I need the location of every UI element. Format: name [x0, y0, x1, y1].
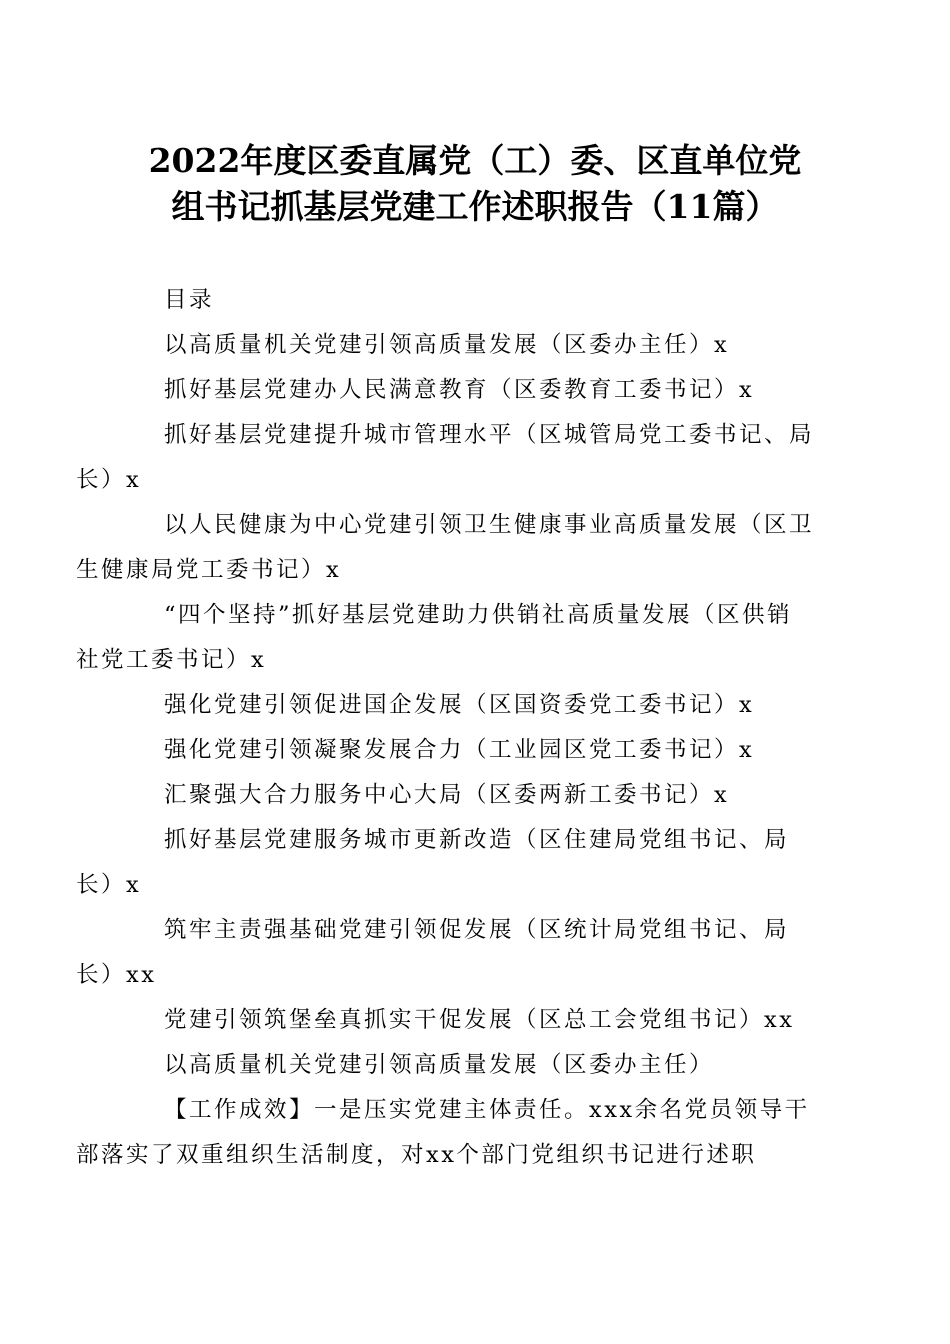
- toc-item: “四个坚持”抓好基层党建助力供销社高质量发展（区供销 社党工委书记）x: [76, 602, 793, 673]
- toc-item: 强化党建引领凝聚发展合力（工业园区党工委书记）x: [164, 737, 755, 763]
- title-line-1: 2022年度区委直属党（工）委、区直单位党: [148, 141, 802, 180]
- section-heading: 以高质量机关党建引领高质量发展（区委办主任）: [164, 1052, 715, 1078]
- document-title: [120, 138, 830, 230]
- toc-item: 抓好基层党建服务城市更新改造（区住建局党组书记、局 长）x: [76, 827, 790, 898]
- toc-item: 抓好基层党建办人民满意教育（区委教育工委书记）x: [164, 377, 755, 403]
- document-body: [76, 278, 828, 1178]
- toc-item: 筑牢主责强基础党建引领促发展（区统计局党组书记、局 长）xx: [76, 917, 790, 988]
- section-paragraph: 【工作成效】一是压实党建主体责任。xxx余名党员领导干 部落实了双重组织生活制度，对xx个部门党组织书记进行述职: [76, 1097, 810, 1168]
- toc-item: 汇聚强大合力服务中心大局（区委两新工委书记）x: [164, 782, 730, 808]
- toc-heading: 目录: [164, 287, 215, 313]
- toc-item: 强化党建引领促进国企发展（区国资委党工委书记）x: [164, 692, 755, 718]
- toc-item: 抓好基层党建提升城市管理水平（区城管局党工委书记、局 长）x: [76, 422, 815, 493]
- toc-item: 党建引领筑堡垒真抓实干促发展（区总工会党组书记）xx: [164, 1007, 795, 1033]
- toc-item: 以人民健康为中心党建引领卫生健康事业高质量发展（区卫 生健康局党工委书记）x: [76, 512, 815, 583]
- toc-item: 以高质量机关党建引领高质量发展（区委办主任）x: [164, 332, 730, 358]
- title-line-2: 组书记抓基层党建工作述职报告（11篇）: [171, 187, 779, 226]
